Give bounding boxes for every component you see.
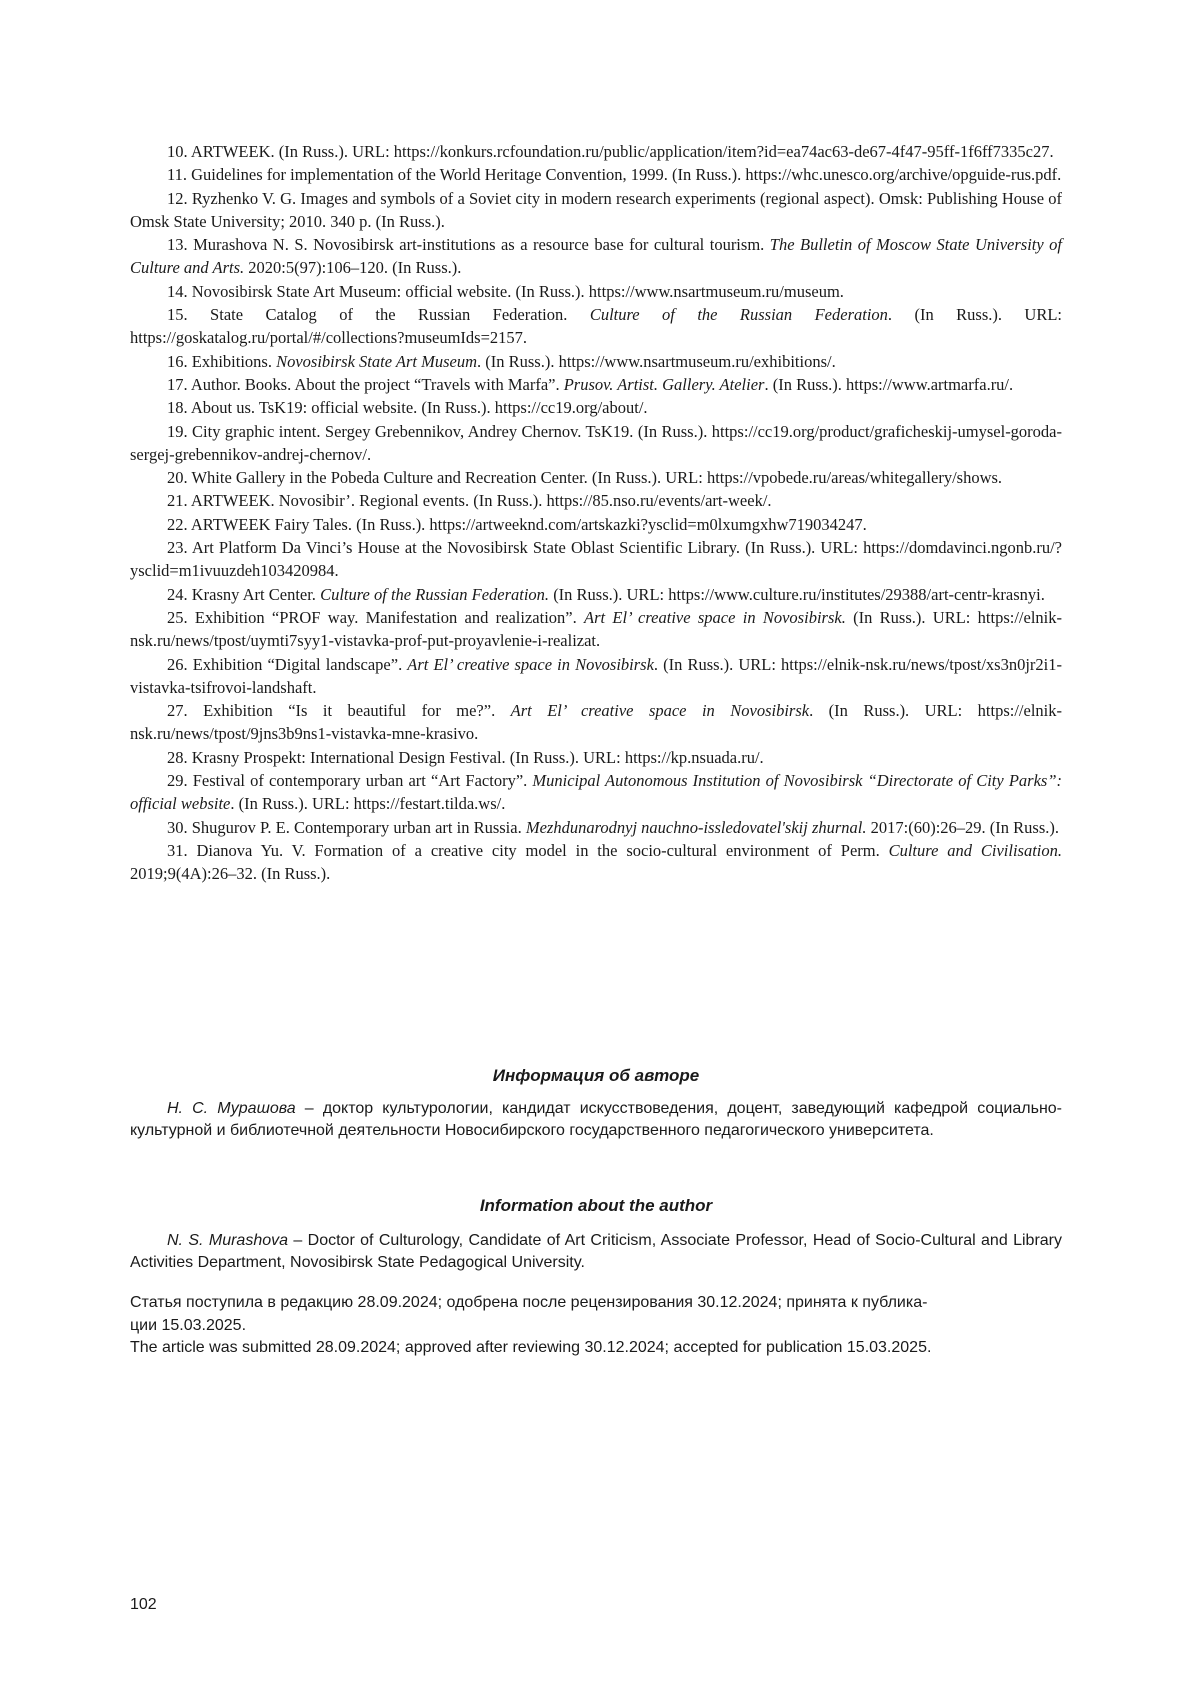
text-run: 18. About us. TsK19: official website. (In Russ.). https://cc19.org/about/. [167, 398, 648, 418]
italic-text-run: Municipal Autonomous Institution of Novosibirsk “Directorate of City Parks”: official website [130, 771, 1062, 814]
text-run: . (In Russ.). https://www.nsartmuseum.ru/exhibitions/. [477, 351, 836, 371]
text-run: 20. White Gallery in the Pobeda Culture and Recreation Center. (In Russ.). URL: https://vpobede.ru/areas/whitegallery/shows. [167, 468, 1003, 488]
reference-item [130, 280, 1062, 303]
italic-text-run: Culture and Civilisation. [888, 840, 1063, 860]
reference-item [130, 350, 1062, 373]
text-run: 12. Ryzhenko V. G. Images and symbols of a Soviet city in modern research experiments (regional aspect). Omsk: Publishing House of Omsk State University; 2010. 340 p. (In Russ.). [130, 188, 1062, 231]
italic-text-run: The Bulletin of Moscow State University of Culture and Arts. [130, 235, 1062, 278]
text-run: . (In Russ.). https://www.artmarfa.ru/. [764, 374, 1014, 394]
italic-text-run: N. S. Murashova [167, 1232, 289, 1249]
text-run: 24. Krasny Art Center. [167, 584, 321, 604]
section-heading-author-info-en: Information about the author [479, 1196, 713, 1215]
reference-item [130, 396, 1062, 419]
reference-item [130, 536, 1062, 583]
author-info-paragraph-en [130, 1230, 1062, 1274]
text-run: 26. Exhibition “Digital landscape”. [167, 654, 408, 674]
submission-dates-ru-line2: ции 15.03.2025. [130, 1316, 247, 1334]
text-run: 28. Krasny Prospekt: International Design Festival. (In Russ.). URL: https://kp.nsuada.ru/. [167, 747, 764, 767]
reference-item [130, 699, 1062, 746]
reference-item [130, 466, 1062, 489]
text-run: 31. Dianova Yu. V. Formation of a creative city model in the socio-cultural environment of Perm. [167, 840, 889, 860]
reference-item [130, 816, 1062, 839]
reference-item [130, 187, 1062, 234]
reference-item [130, 839, 1062, 886]
text-run: 11. Guidelines for implementation of the World Heritage Convention, 1999. (In Russ.). https://whc.unesco.org/archive/opguide-rus.pdf. [167, 165, 1062, 185]
text-run: 13. Murashova N. S. Novosibirsk art-institutions as a resource base for cultural tourism. [167, 235, 770, 255]
text-run: 19. City graphic intent. Sergey Grebennikov, Andrey Chernov. TsK19. (In Russ.). https://cc19.org/product/graficheskij-umysel-goroda-sergej-grebennikov-andrej-chernov/. [130, 421, 1062, 464]
reference-item [130, 420, 1062, 467]
italic-text-run: Art El’ creative space in Novosibirsk. [584, 607, 846, 627]
text-run: 16. Exhibitions. [167, 351, 277, 371]
text-run: 15. State Catalog of the Russian Federation. [167, 305, 590, 325]
text-run: – доктор культурологии, кандидат искусствоведения, доцент, заведующий кафедрой социально-культурной и библиотечной деятельности Новосибирского государственного педагогического университета. [130, 1100, 1063, 1139]
submission-dates-block [130, 1292, 1062, 1360]
reference-item [130, 163, 1062, 186]
reference-item [130, 653, 1062, 700]
italic-text-run: Culture of the Russian Federation [589, 305, 888, 325]
text-run: 25. Exhibition “PROF way. Manifestation and realization”. [167, 607, 585, 627]
italic-text-run: Art El’ creative space in Novosibirsk [407, 654, 654, 674]
text-run: – Doctor of Culturology, Candidate of Art Criticism, Associate Professor, Head of Socio-Cultural and Library Activities Department, Novosibirsk State Pedagogical University. [130, 1232, 1063, 1271]
reference-item [130, 746, 1062, 769]
text-run: . (In Russ.). URL: https://elnik-nsk.ru/news/tpost/xs3n0jr2i1-vistavka-tsifrovoi-landshaft. [130, 654, 1062, 697]
reference-item [130, 513, 1062, 536]
page-number: 102 [130, 1596, 157, 1613]
text-run: 27. Exhibition “Is it beautiful for me?”. [167, 701, 511, 721]
text-run: . (In Russ.). URL: https://festart.tilda.ws/. [230, 794, 506, 814]
text-run: 30. Shugurov P. E. Contemporary urban art in Russia. [167, 817, 526, 837]
reference-item [130, 489, 1062, 512]
text-run: (In Russ.). URL: https://www.culture.ru/institutes/29388/art-centr-krasnyi. [549, 584, 1045, 604]
italic-text-run: Art El’ creative space in Novosibirsk [510, 701, 810, 721]
reference-item [130, 373, 1062, 396]
reference-item [130, 606, 1062, 653]
author-info-paragraph-ru [130, 1098, 1062, 1142]
italic-text-run: Novosibirsk State Art Museum [276, 351, 477, 371]
italic-text-run: Culture of the Russian Federation. [320, 584, 550, 604]
text-run: 22. ARTWEEK Fairy Tales. (In Russ.). https://artweeknd.com/artskazki?ysclid=m0lxumgxhw719034247. [167, 514, 867, 534]
text-run: . (In Russ.). URL: https://goskatalog.ru/portal/#/collections?museumIds=2157. [130, 305, 1063, 348]
text-run: 21. ARTWEEK. Novosibir’. Regional events. (In Russ.). https://85.nso.ru/events/art-week/. [167, 491, 772, 511]
submission-dates-ru [130, 1292, 1062, 1337]
reference-item [130, 303, 1062, 350]
text-run: 2019;9(4A):26–32. (In Russ.). [130, 864, 331, 884]
reference-item [130, 233, 1062, 280]
text-run: 14. Novosibirsk State Art Museum: official website. (In Russ.). https://www.nsartmuseum.ru/museum. [167, 281, 844, 301]
text-run: 23. Art Platform Da Vinci’s House at the Novosibirsk State Oblast Scientific Library. (In Russ.). URL: https://domdavinci.ngonb.ru/?ysclid=m1ivuuzdeh103420984. [130, 538, 1062, 581]
text-run: 29. Festival of contemporary urban art “Art Factory”. [167, 771, 533, 791]
section-heading-author-info-ru: Информация об авторе [492, 1066, 700, 1085]
submission-dates-en: The article was submitted 28.09.2024; approved after reviewing 30.12.2024; accepted for publication 15.03.2025. [130, 1339, 932, 1356]
text-run: 2017:(60):26–29. (In Russ.). [866, 817, 1060, 837]
italic-text-run: Н. С. Мурашова [167, 1100, 296, 1117]
text-run: 17. Author. Books. About the project “Travels with Marfa”. [167, 374, 564, 394]
references-list [130, 140, 1062, 886]
text-run: . (In Russ.). URL: https://elnik-nsk.ru/news/tpost/9jns3b9ns1-vistavka-mne-krasivo. [130, 701, 1062, 744]
italic-text-run: Prusov. Artist. Gallery. Atelier [563, 374, 765, 394]
text-run: 10. ARTWEEK. (In Russ.). URL: https://konkurs.rcfoundation.ru/public/application/item?id=ea74ac63-de67-4f47-95ff-1f6ff7335c27. [167, 142, 1054, 161]
text-run: (In Russ.). URL: https://elnik-nsk.ru/news/tpost/uymti7syy1-vistavka-prof-put-proyavlenie-i-realizat. [130, 607, 1063, 651]
reference-item [130, 140, 1062, 163]
reference-item [130, 769, 1062, 816]
text-run: 2020:5(97):106–120. (In Russ.). [244, 258, 462, 278]
submission-dates-ru-line1: Статья поступила в редакцию 28.09.2024; одобрена после рецензирования 30.12.2024; принята к публика- [130, 1294, 928, 1311]
reference-item [130, 583, 1062, 606]
italic-text-run: Mezhdunarodnyj nauchno-issledovatel'skij zhurnal. [525, 817, 867, 837]
